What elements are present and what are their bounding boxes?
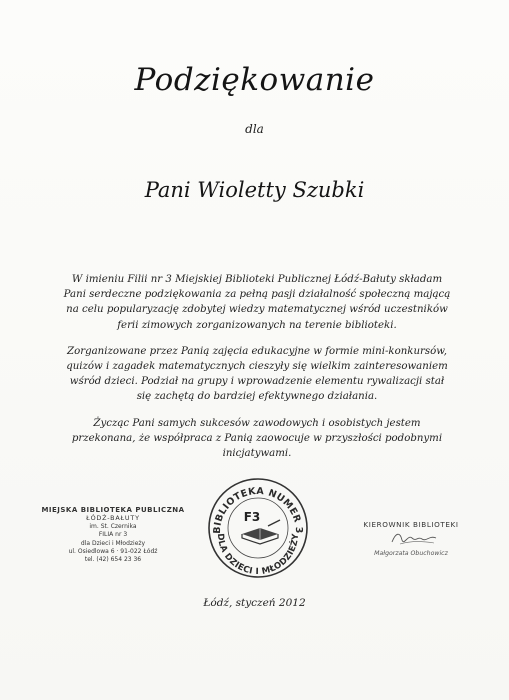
stamp-line: tel. (42) 654 23 36 [84,556,142,564]
signature-icon [356,530,466,548]
stamp-line: ul. Osiedlowa 6 · 91-022 Łódź [68,548,158,556]
stamp-line: FILIA nr 3 [98,531,128,539]
manager-title: KIEROWNIK BIBLIOTEKI [363,520,459,529]
seal-mark: F3 [243,510,261,524]
stamp-line: ŁÓDŹ-BAŁUTY [86,514,140,523]
manager-name: Małgorzata Obuchowicz [374,550,448,557]
for-word: dla [245,122,264,136]
stamp-line: im. St. Czernika [89,522,137,530]
body-paragraph: Zorganizowane przez Panią zajęcia edukacyjne w formie mini-konkursów, quizów i zagadek matematycznych cieszyły się wielkim zainteresowaniem wśród dzieci. Podział na grupy i wprowadzenie elementu rywalizacji stał się zachętą do bardziej efektywnego działania. [66,345,448,403]
date-line: Łódź, styczeń 2012 [203,597,306,609]
library-address-stamp [38,506,188,565]
body-paragraph: Życząc Pani samych sukcesów zawodowych i osobistych jestem przekonana, że współpraca z Panią zaowocuje w przyszłości podobnymi inicjatywami. [71,417,443,460]
library-round-seal [206,476,310,580]
stamp-line: MIEJSKA BIBLIOTEKA PUBLICZNA [41,506,185,514]
stamp-line: dla Dzieci i Młodzieży [80,539,146,547]
recipient-name: Pani Wioletty Szubki [144,178,365,202]
manager-signature-stamp [356,520,466,557]
seal-top-text: BIBLIOTEKA NUMER 3 [211,485,305,535]
seal-bottom-text: DLA DZIECI I MŁODZIEŻY [214,533,302,578]
body-paragraph: W imieniu Filii nr 3 Miejskiej Biblioteki Publicznej Łódź-Bałuty składam Pani serdeczne podziękowania za pełną pasji działalność społeczną mającą na celu popularyzację zdobytej wiedzy matematycznej wśród uczestników ferii zimowych zorganizowanych na terenie biblioteki. [63,274,451,331]
letter-body [62,272,452,472]
document-title: Podziękowanie [134,62,375,98]
